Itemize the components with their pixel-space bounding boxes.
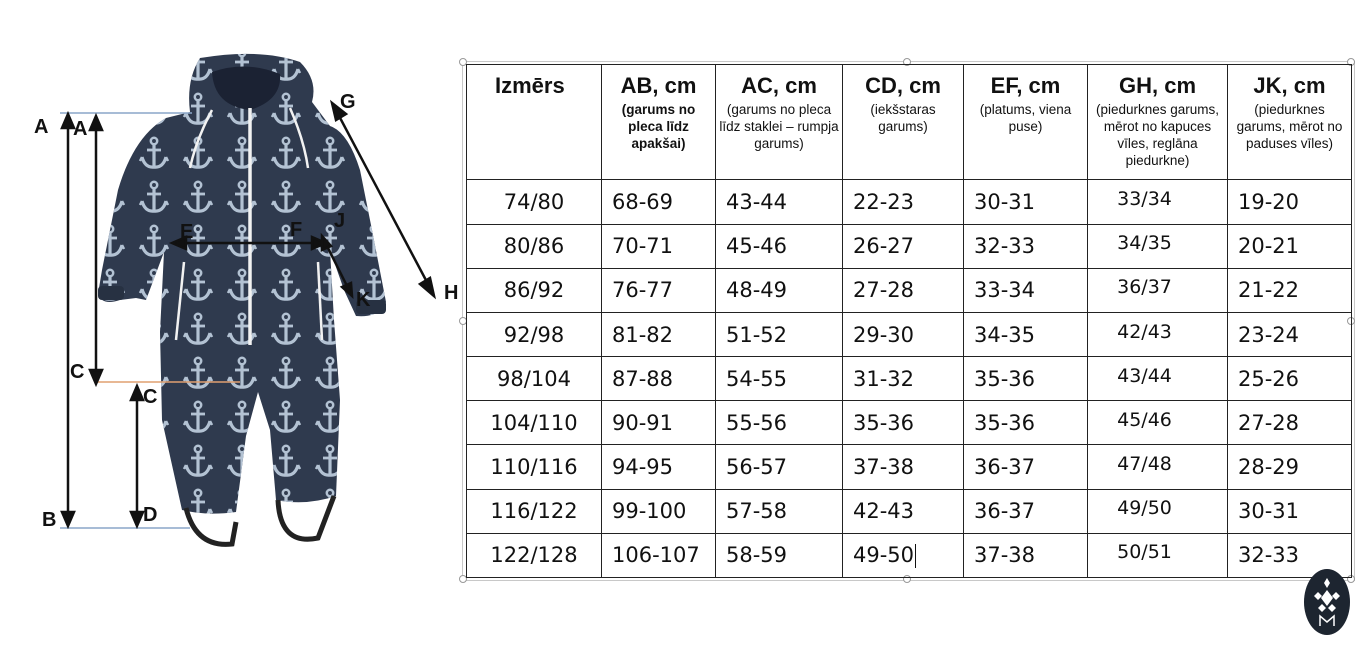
cell-ef[interactable]: 36-37 <box>964 445 1088 489</box>
cell-ef[interactable]: 32-33 <box>964 224 1088 268</box>
label-c-lower: C <box>143 386 158 408</box>
cell-cd[interactable]: 22-23 <box>843 180 964 224</box>
cell-gh[interactable]: 45/46 <box>1088 401 1228 445</box>
label-b: B <box>42 509 57 531</box>
table-body <box>467 180 1352 578</box>
cell-jk[interactable]: 20-21 <box>1228 224 1352 268</box>
size-table-container[interactable] <box>466 64 1351 578</box>
cell-size[interactable]: 116/122 <box>467 489 602 533</box>
header-ab: AB, cm (garums no pleca līdz apakšai) <box>602 65 716 180</box>
brand-logo <box>1304 568 1350 636</box>
cell-jk[interactable]: 28-29 <box>1228 445 1352 489</box>
cell-gh[interactable]: 36/37 <box>1088 268 1228 312</box>
cell-ac[interactable]: 45-46 <box>716 224 843 268</box>
cell-gh[interactable]: 43/44 <box>1088 357 1228 401</box>
cell-ab[interactable]: 106-107 <box>602 533 716 577</box>
cell-ab[interactable]: 70-71 <box>602 224 716 268</box>
cell-ef[interactable]: 34-35 <box>964 312 1088 356</box>
table-row <box>467 357 1352 401</box>
cell-size[interactable]: 86/92 <box>467 268 602 312</box>
cell-jk[interactable]: 21-22 <box>1228 268 1352 312</box>
cell-jk[interactable]: 32-33 <box>1228 533 1352 577</box>
table-row <box>467 533 1352 577</box>
table-row <box>467 312 1352 356</box>
cell-ab[interactable]: 90-91 <box>602 401 716 445</box>
cell-cd[interactable]: 27-28 <box>843 268 964 312</box>
cell-size[interactable]: 110/116 <box>467 445 602 489</box>
label-a-outer: A <box>34 116 49 138</box>
cell-jk[interactable]: 27-28 <box>1228 401 1352 445</box>
cell-ef[interactable]: 33-34 <box>964 268 1088 312</box>
cell-ac[interactable]: 57-58 <box>716 489 843 533</box>
cell-size[interactable]: 104/110 <box>467 401 602 445</box>
label-c-upper: C <box>70 361 85 383</box>
cell-ac[interactable]: 55-56 <box>716 401 843 445</box>
cell-ac[interactable]: 48-49 <box>716 268 843 312</box>
header-cd: CD, cm (iekšstaras garums) <box>843 65 964 180</box>
label-a-inner: A <box>73 118 88 140</box>
cell-cd[interactable]: 49-50 <box>843 533 964 577</box>
cell-size[interactable]: 92/98 <box>467 312 602 356</box>
label-h: H <box>444 282 459 304</box>
cell-jk[interactable]: 25-26 <box>1228 357 1352 401</box>
cell-cd[interactable]: 26-27 <box>843 224 964 268</box>
cell-ac[interactable]: 54-55 <box>716 357 843 401</box>
foot-strap-right <box>278 496 334 539</box>
table-row <box>467 489 1352 533</box>
cell-jk[interactable]: 23-24 <box>1228 312 1352 356</box>
garment-figure <box>0 0 470 651</box>
cell-size[interactable]: 98/104 <box>467 357 602 401</box>
cell-ab[interactable]: 68-69 <box>602 180 716 224</box>
label-d: D <box>143 504 158 526</box>
cell-ef[interactable]: 36-37 <box>964 489 1088 533</box>
brand-logo-icon <box>1304 568 1350 636</box>
header-gh: GH, cm (piedurknes garums, mērot no kapuces vīles, reglāna piedurkne) <box>1088 65 1228 180</box>
table-row <box>467 401 1352 445</box>
table-row <box>467 268 1352 312</box>
cell-size[interactable]: 122/128 <box>467 533 602 577</box>
table-header-row <box>467 65 1352 180</box>
cell-ef[interactable]: 35-36 <box>964 401 1088 445</box>
cell-ac[interactable]: 51-52 <box>716 312 843 356</box>
cell-gh[interactable]: 34/35 <box>1088 224 1228 268</box>
header-ef: EF, cm (platums, viena puse) <box>964 65 1088 180</box>
header-jk: JK, cm (piedurknes garums, mērot no paduses vīles) <box>1228 65 1352 180</box>
label-k: K <box>356 289 371 311</box>
cell-size[interactable]: 80/86 <box>467 224 602 268</box>
label-f: F <box>290 219 303 241</box>
cell-ef[interactable]: 35-36 <box>964 357 1088 401</box>
cell-cd[interactable]: 42-43 <box>843 489 964 533</box>
cell-gh[interactable]: 49/50 <box>1088 489 1228 533</box>
label-j: J <box>334 210 346 232</box>
cell-gh[interactable]: 47/48 <box>1088 445 1228 489</box>
cell-ef[interactable]: 37-38 <box>964 533 1088 577</box>
cell-ac[interactable]: 43-44 <box>716 180 843 224</box>
cell-gh[interactable]: 42/43 <box>1088 312 1228 356</box>
size-chart-table <box>466 64 1352 578</box>
cell-cd[interactable]: 37-38 <box>843 445 964 489</box>
cell-ab[interactable]: 94-95 <box>602 445 716 489</box>
cell-ac[interactable]: 58-59 <box>716 533 843 577</box>
cell-size[interactable]: 74/80 <box>467 180 602 224</box>
cell-cd[interactable]: 35-36 <box>843 401 964 445</box>
cell-jk[interactable]: 19-20 <box>1228 180 1352 224</box>
table-row <box>467 224 1352 268</box>
label-e: E <box>180 221 194 243</box>
header-size: Izmērs <box>467 65 602 180</box>
label-g: G <box>340 91 356 113</box>
cell-jk[interactable]: 30-31 <box>1228 489 1352 533</box>
table-row <box>467 180 1352 224</box>
cell-cd[interactable]: 29-30 <box>843 312 964 356</box>
cell-ab[interactable]: 81-82 <box>602 312 716 356</box>
jumpsuit-illustration <box>0 0 470 651</box>
cell-ef[interactable]: 30-31 <box>964 180 1088 224</box>
cell-cd[interactable]: 31-32 <box>843 357 964 401</box>
cell-ac[interactable]: 56-57 <box>716 445 843 489</box>
cell-ab[interactable]: 76-77 <box>602 268 716 312</box>
cell-gh[interactable]: 50/51 <box>1088 533 1228 577</box>
cell-ab[interactable]: 99-100 <box>602 489 716 533</box>
table-row <box>467 445 1352 489</box>
header-ac: AC, cm (garums no pleca līdz staklei – rumpja garums) <box>716 65 843 180</box>
cell-ab[interactable]: 87-88 <box>602 357 716 401</box>
cell-gh[interactable]: 33/34 <box>1088 180 1228 224</box>
